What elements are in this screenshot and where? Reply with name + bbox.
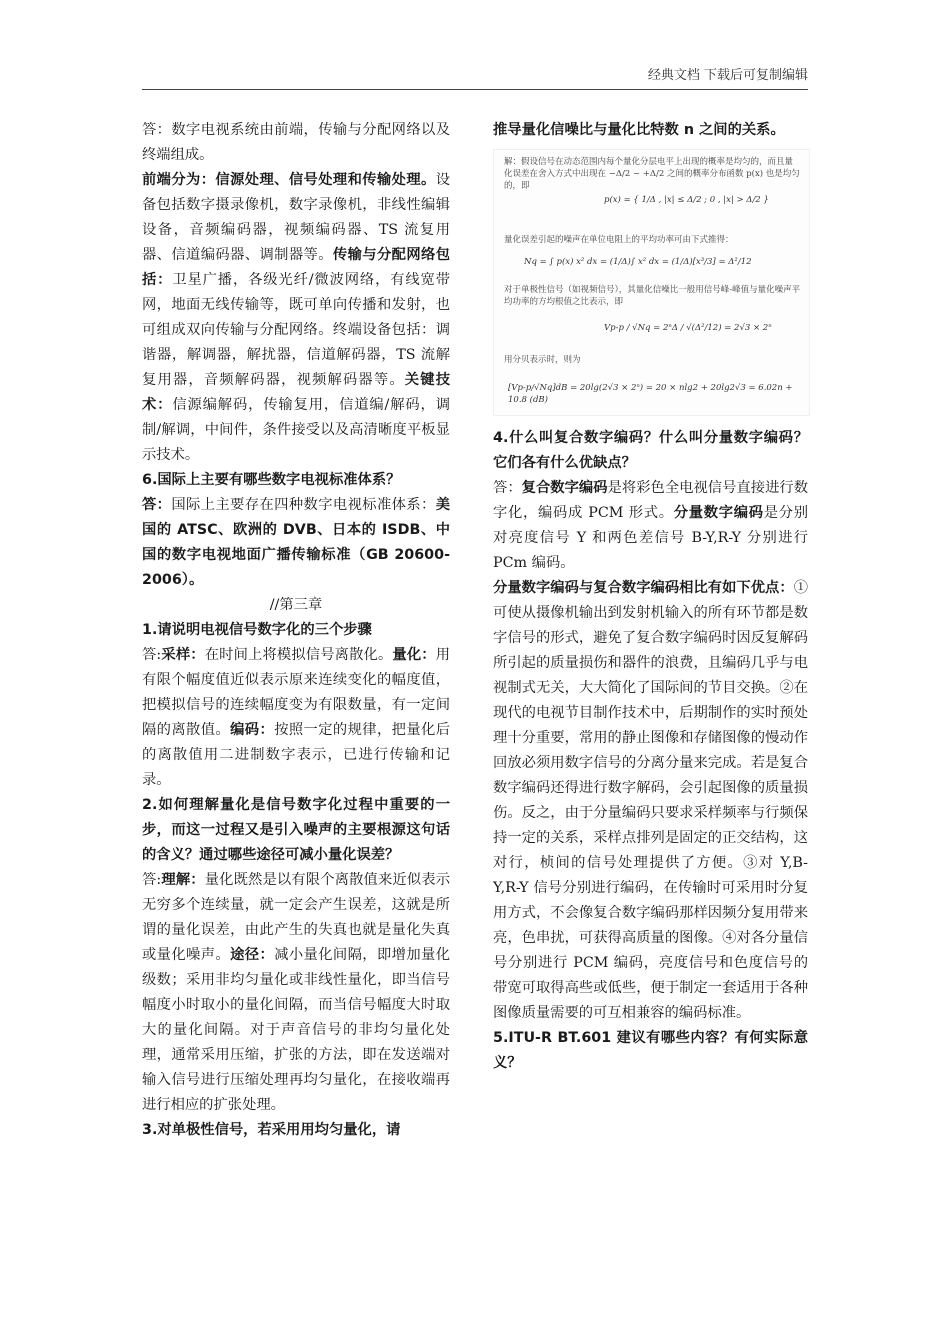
answer-6 <box>142 493 450 593</box>
left-column <box>142 118 450 1143</box>
formula-text-3: 对于单极性信号（如视频信号），其量化信噪比一般用信号峰-峰值与量化噪声平均功率的方均根值之比表示，即 <box>504 285 801 307</box>
formula-eq-db: [Vp-p/√Nq]dB = 20lg(2√3 × 2ⁿ) = 20 × nlg2 + 20lg2√3 = 6.02n + 10.8 (dB) <box>508 383 793 405</box>
text-key-tech: 信源编解码，传输复用，信道编/解码，调制/解调，中间件，条件接受以及高清晰度平板显示技术。 <box>142 397 450 463</box>
formula-eq-noise: Nq = ∫ p(x) x² dx = (1/Δ)∫ x² dx = (1/Δ)[x³/3] = Δ²/12 <box>524 257 752 267</box>
bold-understanding: 理解： <box>161 872 205 888</box>
paragraph-frontend <box>142 168 450 468</box>
formula-text-2: 量化误差引起的噪声在单位电阻上的平均功率可由下式推得： <box>504 235 734 245</box>
bold-sampling: 采样： <box>161 647 205 663</box>
text-transmission: 卫星广播，各级光纤/微波网络，有线宽带网，地面无线传输等，既可单向传播和发射，也可组成双向传输与分配网络。终端设备包括：调谐器，解调器，解扰器，信道解码器，TS 流解复用器，音频解码器，视频解码器等。 <box>142 272 450 388</box>
text-quantization: 用有限个幅度值近似表示原来连续变化的幅度值，把模拟信号的连续幅度变为有限数量，有一定间隔的离散值。 <box>142 647 451 738</box>
text-advantages: ①可使从摄像机输出到发射机输入的所有环节都是数字信号的形式，避免了复合数字编码时因反复解码所引起的质量损伤和器件的浪费，且编码几乎与电视制式无关，大大简化了国际间的节目交换。②在现代的电视节目制作技术中，后期制作的实时预处理十分重要，常用的静止图像和存储图像的慢动作回放必须用数字信号的分离分量来完成。若是复合数字编码还得进行数字解码，会引起图像的质量损伤。反之，由于分量编码只要求采样频率与行频保持一定的关系，采样点排列是固定的正交结构，这对行，桢间的信号处理提供了方便。③对 Y,B-Y,R-Y 信号分别进行编码，在传输时可采用时分复用方式，不会像复合数字编码那样因频分复用带来亮，色串扰，可获得高质量的图像。④对各分量信号分别进行 PCM 编码，亮度信号和色度信号的带宽可取得高些或低些，便于制定一套适用于各种图像质量需要的可互相兼容的编码标准。 <box>493 580 808 1021</box>
answer-text: 答：数字电视系统由前端，传输与分配网络以及终端组成。 <box>142 122 450 163</box>
answer-label: 答: <box>142 647 162 663</box>
question-4: 4.什么叫复合数字编码？什么叫分量数字编码？它们各有什么优缺点？ <box>493 430 808 471</box>
text-composite-coding: 是将彩色全电视信号直接进行数字化，编码成 PCM 形式。 <box>493 480 809 521</box>
answer-label: 答： <box>142 497 172 513</box>
text-methods: 减小量化间隔，即增加量化级数；采用非均匀量化或非线性量化，即当信号幅度小时取小的量化间隔，而当信号幅度大时取大的量化间隔。对于声音信号的非均匀量化处理，通常采用压缩，扩张的方法，即在发送端对输入信号进行压缩处理再均匀量化，在接收端再进行相应的扩张处理。 <box>142 947 451 1113</box>
bold-frontend: 前端分为：信源处理、信号处理和传输处理。 <box>142 172 436 188</box>
answer-2 <box>142 868 450 1118</box>
text-component-coding: 是分别对亮度信号 Y 和两色差信号 B-Y,R-Y 分别进行 PCm 编码。 <box>493 505 808 571</box>
chapter-marker: //第三章 <box>269 597 323 613</box>
formula-eq-snr: Vp-p / √Nq = 2ⁿΔ / √(Δ²/12) = 2√3 × 2ⁿ <box>604 323 772 333</box>
answer-label: 答： <box>493 480 522 496</box>
right-column <box>493 118 808 1076</box>
formula-derivation-image <box>493 149 810 416</box>
answer-6-text: 国际上主要存在四种数字电视标准体系： <box>171 497 436 513</box>
answer-4-definitions <box>493 476 808 576</box>
formula-text-1: 解：假设信号在动态范围内每个量化分层电平上出现的概率是均匀的，而且量化误差在舍入方式中出现在 −Δ/2 ~ +Δ/2 之间的概率分布函数 p(x) 也是均匀的，即 <box>504 157 800 191</box>
bold-composite-coding: 复合数字编码 <box>521 480 608 496</box>
question-1: 1.请说明电视信号数字化的三个步骤 <box>142 622 372 638</box>
bold-methods: 途径： <box>230 947 275 963</box>
bold-transmission: 传输与分配网络包括： <box>142 247 450 288</box>
bold-quantization: 量化： <box>392 647 436 663</box>
answer-4-advantages <box>493 576 808 1026</box>
question-5: 5.ITU-R BT.601 建议有哪些内容？有何实际意义？ <box>493 1030 808 1071</box>
bold-advantages: 分量数字编码与复合数字编码相比有如下优点： <box>493 580 794 596</box>
answer-system-composition <box>142 118 450 168</box>
question-2: 2.如何理解量化是信号数字化过程中重要的一步，而这一过程又是引入噪声的主要根源这句话的含义？通过哪些途径可减小量化误差？ <box>142 797 450 863</box>
text-encoding: 按照一定的规律，把量化后的离散值用二进制数字表示，已进行传输和记录。 <box>142 722 451 788</box>
question-3: 3.对单极性信号，若采用用均匀量化，请 <box>142 1122 401 1138</box>
question-3-continued: 推导量化信噪比与量化比特数 n 之间的关系。 <box>493 122 785 138</box>
bold-key-tech: 关键技术： <box>142 372 451 413</box>
text-frontend-devices: 设备包括数字摄录像机，数字录像机，非线性编辑设备，音频编码器，视频编码器、TS 流复用器、信道编码器、调制器等。 <box>142 172 450 263</box>
bold-component-coding: 分量数字编码 <box>673 505 764 521</box>
answer-1 <box>142 643 450 793</box>
formula-text-4: 用分贝表示时，则为 <box>504 355 581 365</box>
page-header <box>142 64 808 90</box>
text-sampling: 在时间上将模拟信号离散化。 <box>204 647 393 663</box>
text-understanding: 量化既然是以有限个离散值来近似表示无穷多个连续量，就一定会产生误差，这就是所谓的量化误差，由此产生的失真也就是量化失真或量化噪声。 <box>142 872 451 963</box>
answer-label: 答: <box>142 872 162 888</box>
bold-encoding: 编码： <box>230 722 275 738</box>
header-text: 经典文档 下载后可复制编辑 <box>647 68 808 83</box>
question-6: 6.国际上主要有哪些数字电视标准体系？ <box>142 472 401 488</box>
formula-eq-pdf: p(x) = { 1/Δ , |x| ≤ Δ/2 ; 0 , |x| > Δ/2 } <box>604 195 769 205</box>
answer-6-standards: 美国的 ATSC、欧洲的 DVB、日本的 ISDB、中国的数字电视地面广播传输标准（GB 20600-2006）。 <box>142 497 451 588</box>
